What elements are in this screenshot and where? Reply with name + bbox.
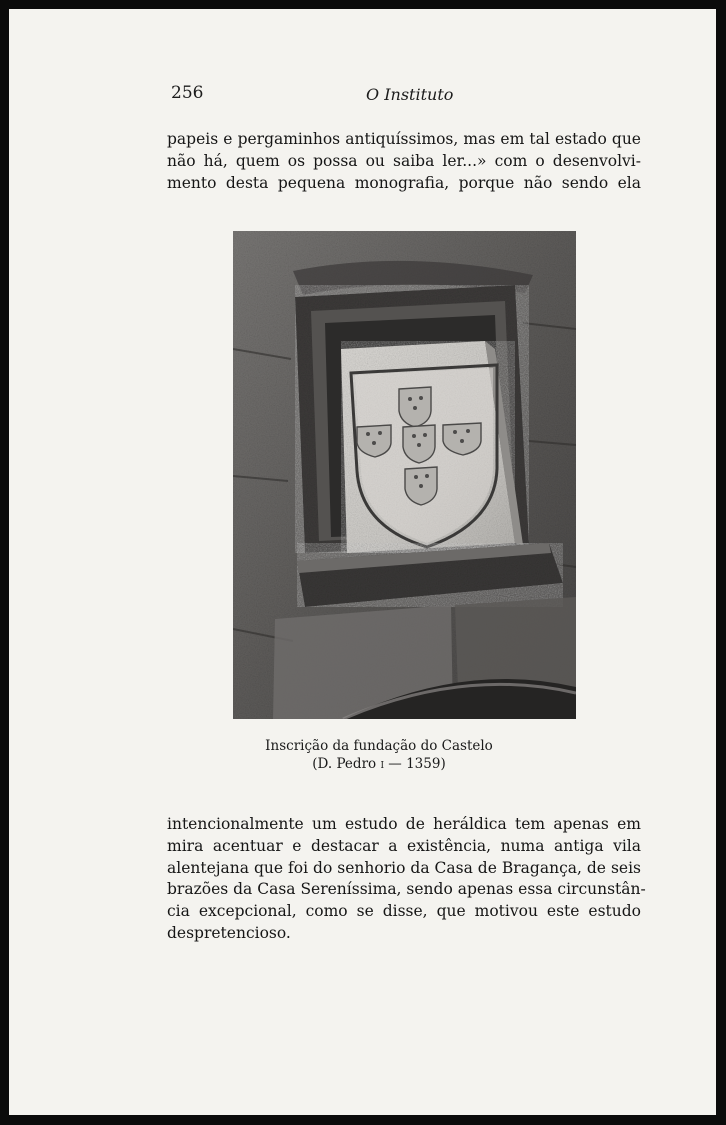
plaque-photograph xyxy=(233,231,576,719)
text-line: mento desta pequena monografia, porque não sendo ela xyxy=(167,173,641,192)
text-line: despretencioso. xyxy=(167,923,291,942)
caption-line-1: Inscrição da fundação do Castelo xyxy=(265,738,493,754)
running-head xyxy=(9,79,716,103)
caption-prefix: (D. Pedro xyxy=(312,756,377,772)
page-number: 256 xyxy=(171,83,204,103)
book-page xyxy=(9,9,716,1115)
caption-suffix: — 1359) xyxy=(384,756,446,772)
text-line: alentejana que foi do senhorio da Casa de Bragança, de seis xyxy=(167,858,641,877)
caption-line-2 xyxy=(169,755,589,773)
figure-caption xyxy=(169,737,589,773)
paragraph-bottom xyxy=(167,814,646,945)
text-line: intencionalmente um estudo de heráldica tem apenas em xyxy=(167,815,641,833)
text-line: mira acentuar e destacar a existência, numa antiga vila xyxy=(167,836,641,855)
text-line: brazões da Casa Sereníssima, sendo apenas essa circunstân- xyxy=(167,880,646,899)
text-line: cia excepcional, como se disse, que motivou este estudo xyxy=(167,902,641,921)
caption-regnal-numeral: i xyxy=(380,756,385,772)
coat-of-arms-stone-plaque-icon xyxy=(233,231,576,719)
text-line: papeis e pergaminhos antiquíssimos, mas em tal estado que xyxy=(167,130,641,148)
journal-title: O Instituto xyxy=(366,85,454,104)
paragraph-top xyxy=(167,129,641,194)
text-line: não há, quem os possa ou saiba ler...» com o desenvolvi- xyxy=(167,151,641,170)
